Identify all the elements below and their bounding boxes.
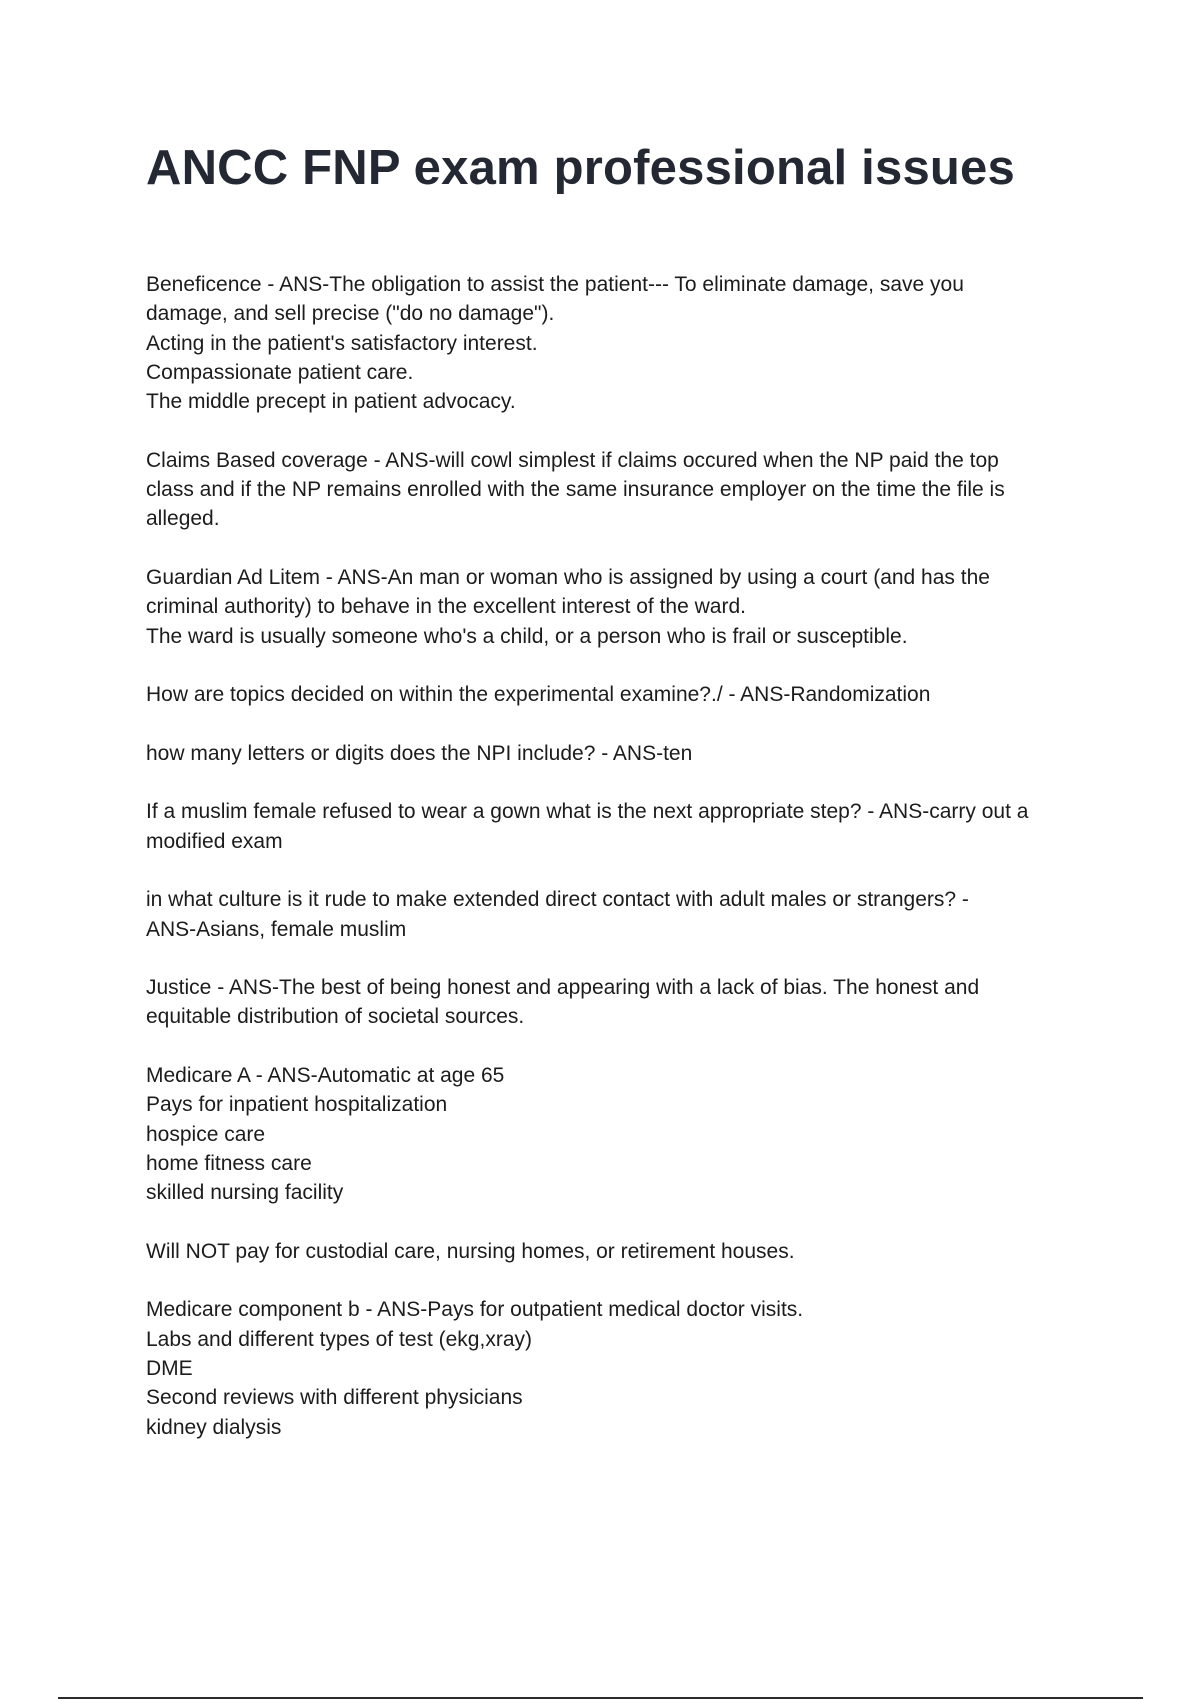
entry-line: alleged. bbox=[146, 507, 220, 531]
entry-line: Compassionate patient care. bbox=[146, 360, 414, 384]
entry-justice bbox=[146, 973, 1086, 1032]
footer-divider bbox=[58, 1697, 1143, 1699]
entry-eye-contact bbox=[146, 885, 1086, 944]
entry-line: DME bbox=[146, 1356, 193, 1380]
entry-line: Acting in the patient's satisfactory interest. bbox=[146, 331, 538, 355]
entry-line: hospice care bbox=[146, 1122, 266, 1146]
entry-beneficence bbox=[146, 270, 1086, 416]
entry-line: The middle precept in patient advocacy. bbox=[146, 390, 516, 414]
entry-line: how many letters or digits does the NPI include? - ANS-ten bbox=[146, 741, 693, 765]
entry-line: Medicare A - ANS-Automatic at age 65 bbox=[146, 1064, 505, 1088]
entry-claims-based-coverage bbox=[146, 446, 1086, 534]
entry-line: damage, and sell precise ("do no damage"). bbox=[146, 302, 555, 326]
entry-line: Beneficence - ANS-The obligation to assist the patient--- To eliminate damage, save you bbox=[146, 273, 964, 296]
entry-line: How are topics decided on within the experimental examine?./ - ANS-Randomization bbox=[146, 683, 931, 707]
entry-line: ANS-Asians, female muslim bbox=[146, 917, 407, 941]
entry-medicare-a bbox=[146, 1061, 1086, 1207]
entry-line: Justice - ANS-The best of being honest and appearing with a lack of bias. The honest and bbox=[146, 976, 980, 1000]
entry-line: home fitness care bbox=[146, 1151, 312, 1175]
entry-line: The ward is usually someone who's a child, or a person who is frail or susceptible. bbox=[146, 624, 908, 648]
entry-line: equitable distribution of societal sources. bbox=[146, 1005, 525, 1029]
entry-line: Will NOT pay for custodial care, nursing homes, or retirement houses. bbox=[146, 1239, 795, 1263]
entry-medicare-b bbox=[146, 1295, 1086, 1441]
flashcard-list bbox=[146, 270, 1086, 1471]
entry-guardian-ad-litem bbox=[146, 563, 1086, 651]
entry-line: Medicare component b - ANS-Pays for outpatient medical doctor visits. bbox=[146, 1298, 804, 1322]
entry-line: Guardian Ad Litem - ANS-An man or woman who is assigned by using a court (and has the bbox=[146, 565, 990, 589]
entry-line: criminal authority) to behave in the excellent interest of the ward. bbox=[146, 595, 746, 619]
entry-medicare-a-exclusions bbox=[146, 1237, 1086, 1266]
entry-line: in what culture is it rude to make extended direct contact with adult males or strangers? - bbox=[146, 888, 969, 912]
entry-line: Second reviews with different physicians bbox=[146, 1386, 523, 1410]
entry-line: skilled nursing facility bbox=[146, 1181, 344, 1205]
entry-line: class and if the NP remains enrolled with the same insurance employer on the time the file is bbox=[146, 478, 1005, 502]
document-title: ANCC FNP exam professional issues bbox=[146, 141, 1015, 195]
entry-line: kidney dialysis bbox=[146, 1415, 282, 1439]
entry-muslim-gown bbox=[146, 797, 1086, 856]
entry-line: If a muslim female refused to wear a gown what is the next appropriate step? - ANS-carry out a bbox=[146, 800, 1029, 824]
entry-line: Labs and different types of test (ekg,xray) bbox=[146, 1327, 532, 1351]
entry-line: Claims Based coverage - ANS-will cowl simplest if claims occured when the NP paid the top bbox=[146, 448, 999, 472]
entry-line: modified exam bbox=[146, 829, 283, 853]
entry-npi-digits bbox=[146, 739, 1086, 768]
entry-line: Pays for inpatient hospitalization bbox=[146, 1093, 448, 1117]
entry-randomization bbox=[146, 680, 1086, 709]
